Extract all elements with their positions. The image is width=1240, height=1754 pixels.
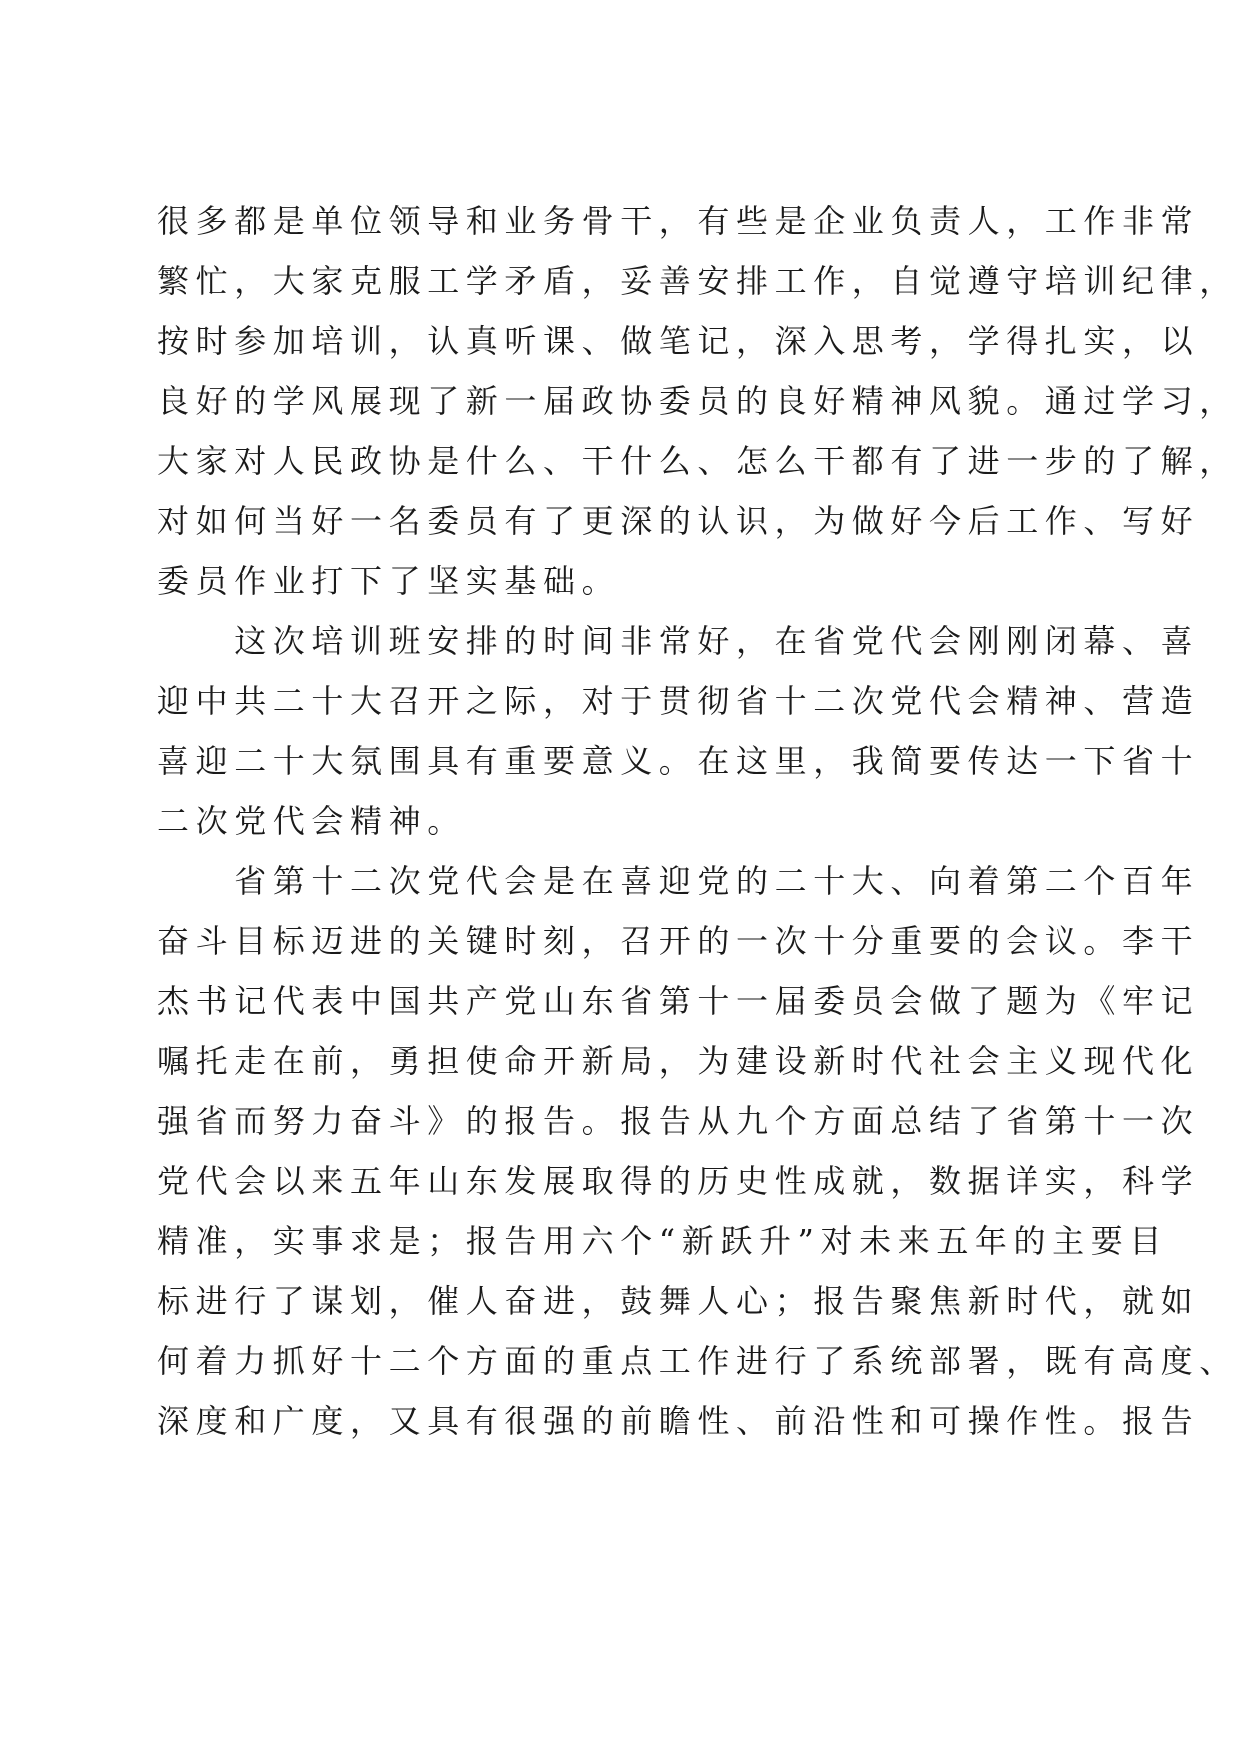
text-line: 很多都是单位领导和业务骨干，有些是企业负责人，工作非常 xyxy=(157,202,1200,240)
text-line: 繁忙，大家克服工学矛盾，妥善安排工作，自觉遵守培训纪律， xyxy=(157,262,1238,300)
text-line: 二次党代会精神。 xyxy=(157,802,466,840)
text-line: 何着力抓好十二个方面的重点工作进行了系统部署，既有高度、 xyxy=(157,1342,1238,1380)
text-line: 对如何当好一名委员有了更深的认识，为做好今后工作、写好 xyxy=(157,502,1200,540)
text-line: 大家对人民政协是什么、干什么、怎么干都有了进一步的了解， xyxy=(157,442,1238,480)
text-line: 委员作业打下了坚实基础。 xyxy=(157,562,621,600)
text-line: 省第十二次党代会是在喜迎党的二十大、向着第二个百年 xyxy=(157,862,1200,900)
text-line: 深度和广度，又具有很强的前瞻性、前沿性和可操作性。报告 xyxy=(157,1402,1200,1440)
text-line: 迎中共二十大召开之际，对于贯彻省十二次党代会精神、营造 xyxy=(157,682,1200,720)
text-line: 标进行了谋划，催人奋进，鼓舞人心；报告聚焦新时代，就如 xyxy=(157,1282,1200,1320)
text-line: 精准，实事求是；报告用六个“新跃升”对未来五年的主要目 xyxy=(157,1222,1168,1260)
text-line: 杰书记代表中国共产党山东省第十一届委员会做了题为《牢记 xyxy=(157,982,1200,1020)
body-text xyxy=(157,191,1238,1451)
text-line: 按时参加培训，认真听课、做笔记，深入思考，学得扎实，以 xyxy=(157,322,1200,360)
text-line: 喜迎二十大氛围具有重要意义。在这里，我简要传达一下省十 xyxy=(157,742,1200,780)
text-line: 奋斗目标迈进的关键时刻，召开的一次十分重要的会议。李干 xyxy=(157,922,1200,960)
text-line: 党代会以来五年山东发展取得的历史性成就，数据详实，科学 xyxy=(157,1162,1200,1200)
text-line: 强省而努力奋斗》的报告。报告从九个方面总结了省第十一次 xyxy=(157,1102,1200,1140)
text-line: 这次培训班安排的时间非常好，在省党代会刚刚闭幕、喜 xyxy=(157,622,1200,660)
text-line: 良好的学风展现了新一届政协委员的良好精神风貌。通过学习， xyxy=(157,382,1238,420)
text-line: 嘱托走在前，勇担使命开新局，为建设新时代社会主义现代化 xyxy=(157,1042,1200,1080)
